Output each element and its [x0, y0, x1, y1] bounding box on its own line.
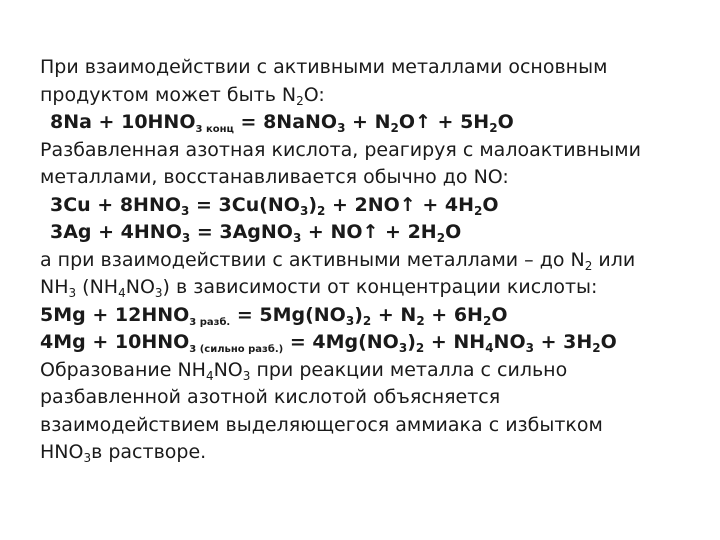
subscript: 3 — [337, 121, 346, 135]
text: NH — [40, 276, 69, 298]
eq-part: = 3Cu(NO — [189, 193, 300, 216]
subscript: 3 — [299, 203, 309, 218]
eq-part: = 3AgNO — [190, 221, 293, 243]
eq-part: O — [482, 193, 499, 216]
eq-part: O↑ + 5H — [398, 111, 490, 133]
eq-part: ) — [354, 303, 363, 326]
subscript: 3 — [345, 313, 355, 328]
subscript: 2 — [296, 93, 304, 108]
subscript: 2 — [436, 231, 446, 245]
text: в растворе. — [91, 441, 207, 463]
eq-part: O — [497, 111, 514, 133]
subscript: 4 — [205, 368, 214, 383]
eq-part: ) — [308, 193, 317, 216]
subscript: 2 — [415, 341, 425, 355]
paragraph-ammonium-line-1 — [40, 357, 680, 385]
text: Образование NH — [40, 358, 206, 381]
text: металлами, восстанавливается обычно до NO: — [40, 166, 509, 188]
subscript: 4 — [485, 341, 494, 355]
text: при реакции металла с сильно — [250, 358, 568, 381]
equation-sodium — [40, 109, 680, 137]
subscript: 3 — [154, 286, 163, 300]
eq-part: O — [445, 221, 462, 243]
subscript: 3 — [242, 368, 251, 383]
eq-part: 8Na + 10HNO — [50, 111, 196, 133]
subscript: 2 — [390, 121, 399, 135]
text: HNO — [40, 441, 84, 463]
text: или — [592, 248, 636, 271]
subscript: 3 — [68, 286, 77, 300]
text: O: — [303, 83, 325, 106]
paragraph-active-metals-line-1 — [40, 54, 680, 82]
paragraph-active-metals-line-2 — [40, 82, 680, 110]
subscript: 3 — [83, 451, 92, 465]
eq-part: 3Cu + 8HNO — [50, 193, 182, 216]
subscript: 3 разб. — [189, 316, 231, 328]
equation-silver — [40, 219, 680, 247]
subscript: 2 — [416, 313, 425, 328]
eq-part: 4Mg + 10HNO — [40, 331, 190, 353]
subscript: 3 (сильно разб.) — [189, 344, 284, 355]
subscript: 3 конц — [195, 124, 234, 135]
eq-part: + 3H — [533, 331, 593, 353]
text: NO — [213, 358, 243, 381]
eq-part: + N — [345, 111, 391, 133]
subscript: 2 — [317, 203, 326, 218]
eq-part: O — [600, 331, 617, 353]
text: NO — [125, 276, 155, 298]
eq-part: ) — [407, 331, 416, 353]
subscript: 2 — [482, 313, 492, 328]
subscript: 3 — [181, 231, 191, 245]
subscript: 2 — [473, 203, 483, 218]
subscript: 3 — [292, 231, 302, 245]
eq-part: = 4Mg(NO — [283, 331, 399, 353]
eq-part: NO — [493, 331, 526, 353]
eq-part: + N — [371, 303, 417, 326]
text: ) в зависимости от концентрации кислоты: — [162, 276, 598, 298]
text: При взаимодействии с активными металлами основным — [40, 56, 608, 78]
subscript: 2 — [489, 121, 498, 135]
eq-part: 3Ag + 4HNO — [50, 221, 182, 243]
paragraph-ammonium-line-3 — [40, 412, 680, 440]
subscript: 2 — [584, 258, 593, 273]
text: разбавленной азотной кислотой объясняется — [40, 386, 501, 408]
eq-part: = 5Mg(NO — [230, 303, 346, 326]
eq-part: 5Mg + 12HNO — [40, 303, 190, 326]
text: а при взаимодействии с активными металлами – до N — [40, 248, 585, 271]
subscript: 3 — [181, 203, 190, 218]
eq-part: + 6H — [424, 303, 483, 326]
subscript: 3 — [525, 341, 534, 355]
subscript: 2 — [362, 313, 372, 328]
subscript: 3 — [398, 341, 408, 355]
text: Разбавленная азотная кислота, реагируя с малоактивными — [40, 138, 641, 161]
eq-part: + NO↑ + 2H — [301, 221, 437, 243]
subscript: 4 — [118, 286, 126, 300]
equation-magnesium-very-dilute — [40, 329, 680, 357]
eq-part: O — [491, 303, 508, 326]
text: продуктом может быть N — [40, 83, 297, 106]
equation-magnesium-dilute — [40, 302, 680, 330]
paragraph-ammonium-line-2 — [40, 384, 680, 412]
paragraph-dilute-acid-line-1 — [40, 137, 680, 165]
eq-part: + 2NO↑ + 4H — [325, 193, 474, 216]
paragraph-dilute-acid-line-2 — [40, 164, 680, 192]
equation-copper — [40, 192, 680, 220]
text: (NH — [76, 276, 119, 298]
eq-part: + NH — [424, 331, 486, 353]
text: взаимодействием выделяющегося аммиака с избытком — [40, 413, 603, 436]
paragraph-ammonium-line-4 — [40, 439, 680, 467]
subscript: 2 — [592, 341, 601, 355]
eq-part: = 8NaNO — [233, 111, 338, 133]
paragraph-nitrogen-line-1 — [40, 247, 680, 275]
paragraph-nitrogen-line-2 — [40, 274, 680, 302]
